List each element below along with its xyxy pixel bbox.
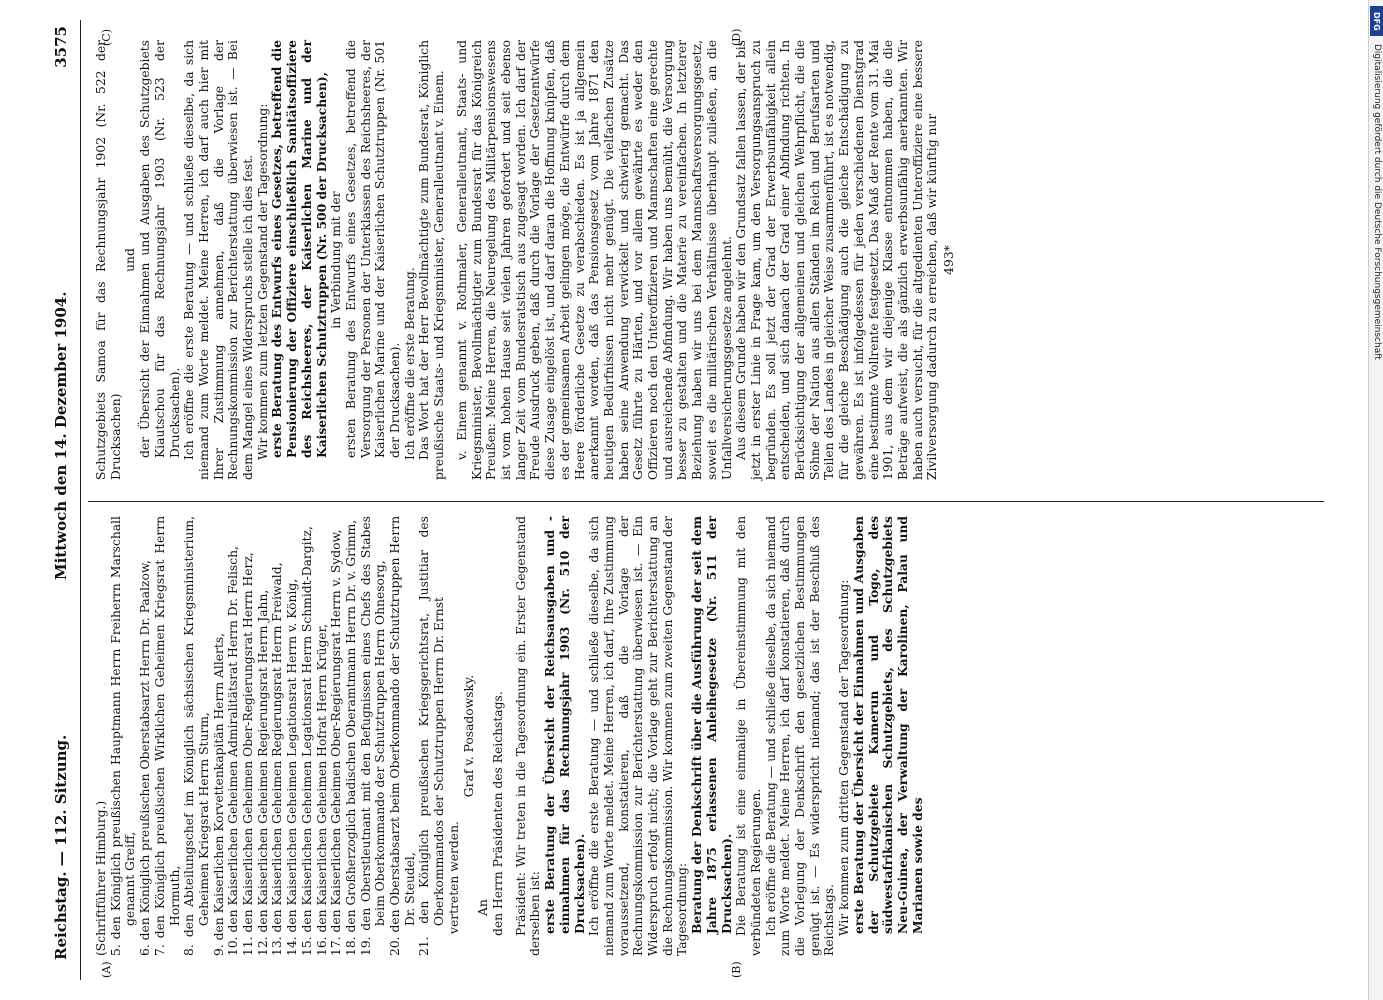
speech-paragraph: v. Einem genannt v. Rothmaler, Generalleutnant, Staats- und Kriegsminister, Bevollmächtigter zum Bundesrat für das Königreich Preußen: Meine Herren, die Neuregelung des Militärpensionswesens ist vom hohen Hause seit vielen Jahren gefordert und seit ebenso langer Zeit vom Bundesratstisch aus zugesagt worden. Ich darf der Freude Ausdruck geben, daß durch die Vorlage der Gesetzentwürfe diese Zusage eingelöst ist, und darf daran die Hoffnung knüpfen, daß es der gemeinsamen Arbeit gelingen möge, die Entwürfe durch dem Heere förderliche Gesetze zu verabschieden. Es ist ja allgemein anerkannt worden, daß das Pensionsgesetz vom Jahre 1871 den heutigen Bedürfnissen nicht mehr genügt. Die vielfachen Zusätze haben seine Anwendung verwickelt und schwierig gemacht. Das Gesetz führte zu Härten, und vor allem gewährte es weder den Offizieren noch den Unteroffizieren und Mannschaften eine gerechte und ausreichende Abfindung. Wir haben uns bemüht, die Versorgung besser zu gestalten und die Materie zu vereinfachen. In letzterer Beziehung haben wir uns bei dem Mannschaftsversorgungsgesetz, soweit es die militärischen Verhältnisse überhaupt zuließen, an die Unfallversicherungsgesetze angelehnt.	[454, 40, 734, 480]
column-right	[94, 40, 957, 480]
list-item: 5. den Königlich preußischen Hauptmann Herrn Freiherrn Marschall genannt Greiff,	[108, 516, 138, 956]
list-item: 20. den Oberstabsarzt beim Oberkommando der Schutztruppen Herrn Dr. Steudel,	[388, 516, 417, 956]
agenda-item: erste Beratung der Übersicht der Einnahmen und Ausgaben der Schutzgebiete Kamerun und Togo, des südwestafrikanischen Schutzgebiets, des Schutzgebiets Neu-Guinea, der Verwaltung der Karolinen, Palau und Marianen sowie des	[850, 516, 925, 934]
list-item: 10. den Kaiserlichen Geheimen Admiralitätsrat Herrn Dr. Felisch,	[226, 546, 241, 956]
address-line: den Herrn Präsidenten des Reichstags.	[490, 691, 505, 936]
marker-b: (B)	[730, 961, 743, 978]
signature-line: Graf v. Posadowsky.	[461, 674, 476, 798]
paragraph: Die Beratung ist eine einmalige in Übereinstimmung mit den verbündeten Regierungen.	[734, 516, 763, 956]
list-item: 6. den Königlich preußischen Oberstabsarzt Herrn Dr. Paalzow,	[138, 560, 153, 956]
list-item: 17. den Kaiserlichen Geheimen Ober-Regierungsrat Herrn v. Sydow,	[329, 529, 344, 956]
paragraph: in Verbindung mit der	[329, 191, 344, 329]
digitization-stripe	[1368, 0, 1383, 1000]
speech-paragraph: Aus diesem Grunde haben wir den Grundsatz fallen lassen, der bis jetzt in erster Linie in Frage kam, um den Versorgungsanspruch zu begründen. Es soll jetzt der Grad der Erwerbsunfähigkeit allein entscheiden, und sich danach der Grad einer Abfindung richten. In Berücksichtigung der allgemeinen und gleichen Wehrpflicht, die die Söhne der Nation aus allen Ständen im Reich und Berufsarten und Teilen des Landes in gleicher Weise zusammenführt, ist es notwendig, für die gleiche Beschädigung auch die gleiche Entschädigung zu gewähren. Es ist infolgedessen für jeden verschiedenen Dienstgrad eine bestimmte Vollrente festgesetzt. Das Maß der Rente vom 31. Mai 1901, aus dem wir diejenige Klasse entnommen haben, die die Beträge aufweist, die als gänzlich erwerbsunfähig anerkannten. Wir haben auch versucht, für die altgedienten Unteroffiziere eine bessere Zivilversorgung dadurch zu erreichen, daß wir künftig nur	[734, 40, 940, 480]
agenda-item: ersten Beratung des Entwurfs eines Gesetzes, betreffend die Versorgung der Personen der Unterklassen des Reichsheeres, der Kaiserlichen Marine und der Kaiserlichen Schutztruppen (Nr. 501 der Drucksachen).	[343, 40, 403, 458]
list-item: 15. den Kaiserlichen Geheimen Legationsrat Herrn Schmidt-Dargitz,	[299, 526, 314, 956]
paragraph: Ich eröffne die Beratung — und schließe dieselbe, da sich niemand zum Worte meldet. Meine Herren, ich darf konstatieren, daß durch die Vorlegung der Denkschrift den gesetzlichen Bestimmungen genügt ist. — Es widerspricht niemand; das ist der Beschluß des Reichstags.	[763, 516, 837, 956]
marker-c: (C)	[100, 29, 113, 46]
footnote-mark: 493*	[942, 245, 957, 275]
list-item: 14. den Kaiserlichen Geheimen Legationsrat Herrn v. König,	[285, 578, 300, 956]
dfg-logo: DFG	[1370, 6, 1383, 36]
list-item: 13. den Kaiserlichen Geheimen Regierungsrat Herrn Freiwald,	[270, 562, 285, 956]
rotated-document-page	[40, 20, 1340, 980]
paragraph: Ich eröffne die erste Beratung — und schließe dieselbe, da sich niemand zum Worte meldet. Meine Herren, ich darf, Ihre Zustimmung voraussetzend, konstatieren, daß die Vorlage der Rechnungskommission zur Berichterstattung überwiesen ist. — Ein Widerspruch erfolgt nicht; die Vorlage geht zur Berichterstattung an die Rechnungskommission. Wir kommen zum zweiten Gegenstand der Tagesordnung:	[587, 516, 690, 956]
paragraph: Ich eröffne die erste Beratung.	[402, 267, 417, 460]
paragraph: vertreten werden.	[446, 821, 461, 934]
list-item: 9. den Kaiserlichen Korvettenkapitän Herrn Allerts,	[211, 632, 226, 956]
list-item: 7. den Königlich preußischen Wirklichen Geheimen Kriegsrat Herrn Hormuth,	[152, 516, 182, 956]
agenda-item: der Übersicht der Einnahmen und Ausgaben des Schutzgebiets Kiautschou für das Rechnungsjahr 1903 (Nr. 523 der Drucksachen).	[138, 40, 182, 458]
list-item: 12. den Kaiserlichen Geheimen Regierungsrat Herrn Jahn,	[255, 589, 270, 956]
list-item: 16. den Kaiserlichen Geheimen Hofrat Herrn Krüger,	[314, 623, 329, 956]
header-date: Mittwoch den 14. Dezember 1904.	[52, 291, 70, 580]
list-item: 11. den Kaiserlichen Geheimen Ober-Regierungsrat Herrn Herz,	[241, 552, 256, 956]
column-divider	[88, 501, 1324, 502]
paragraph: Wir kommen zum letzten Gegenstand der Tagesordnung:	[255, 103, 270, 460]
paragraph: (Schriftführer Himburg.)	[94, 800, 108, 956]
marker-d: (D)	[730, 28, 743, 46]
paragraph: Schutzgebiets Samoa für das Rechnungsjahr 1902 (Nr. 522 der Drucksachen)	[94, 40, 123, 480]
agenda-item: Beratung der Denkschrift über die Ausführung der seit dem Jahre 1875 erlassenen Anleihegesetze (Nr. 511 der Drucksachen).	[689, 516, 734, 934]
marker-a: (A)	[100, 961, 113, 978]
list-item: 21. den Königlich preußischen Kriegsgerichtsrat, Justitiar des Oberkommandos der Schutztruppen Herrn Dr. Ernst	[417, 516, 447, 956]
list-item: 8. den Abteilungschef im Königlich sächsischen Kriegsministerium, Geheimen Kriegsrat Herrn Sturm,	[182, 516, 211, 956]
paragraph: Das Wort hat der Herr Bevollmächtigte zum Bundesrat, Königlich preußische Staats- und Kriegsminister, Generalleutnant v. Einem.	[417, 40, 447, 480]
paragraph: Ich eröffne die erste Beratung — und schließe dieselbe, da sich niemand zum Worte meldet. Meine Herren, ich darf auch hier mit Ihrer Zustimmung annehmen, daß die Vorlage der Rechnungskommission zur Berichterstattung überwiesen ist. — Bei dem Mangel eines Widerspruchs stelle ich dies fest.	[182, 40, 256, 480]
header-left: Reichstag. — 112. Sitzung.	[52, 734, 70, 960]
list-item: 19. den Oberstleutnant mit den Befugnissen eines Chefs des Stabes beim Oberkommando der Schutztruppen Herrn Ohnesorg,	[358, 516, 388, 956]
agenda-item: erste Beratung der Übersicht der Reichsausgaben und -einnahmen für das Rechnungsjahr 1903 (Nr. 510 der Drucksachen).	[542, 516, 587, 934]
agenda-item: erste Beratung des Entwurfs eines Gesetzes, betreffend die Pensionierung der Offiziere einschließlich Sanitätsoffiziere des Reichsheeres, der Kaiserlichen Marine und der Kaiserlichen Schutztruppen (Nr. 500 der Drucksachen),	[269, 40, 329, 458]
paragraph: Wir kommen zum dritten Gegenstand der Tagesordnung:	[837, 579, 852, 936]
paragraph: Präsident: Wir treten in die Tagesordnung ein. Erster Gegenstand derselben ist:	[513, 516, 543, 956]
column-left	[94, 516, 925, 956]
page-number: 3575	[52, 26, 70, 68]
digitization-credit: Digitalisierung gefördert durch die Deutsche Forschungsgemeinschaft	[1372, 44, 1382, 360]
paragraph: und	[123, 248, 138, 272]
page-header	[44, 20, 81, 980]
list-item: 18. den Großherzoglich badischen Oberamtmann Herrn Dr. v. Grimm,	[343, 519, 358, 956]
address-line: An	[476, 899, 491, 916]
